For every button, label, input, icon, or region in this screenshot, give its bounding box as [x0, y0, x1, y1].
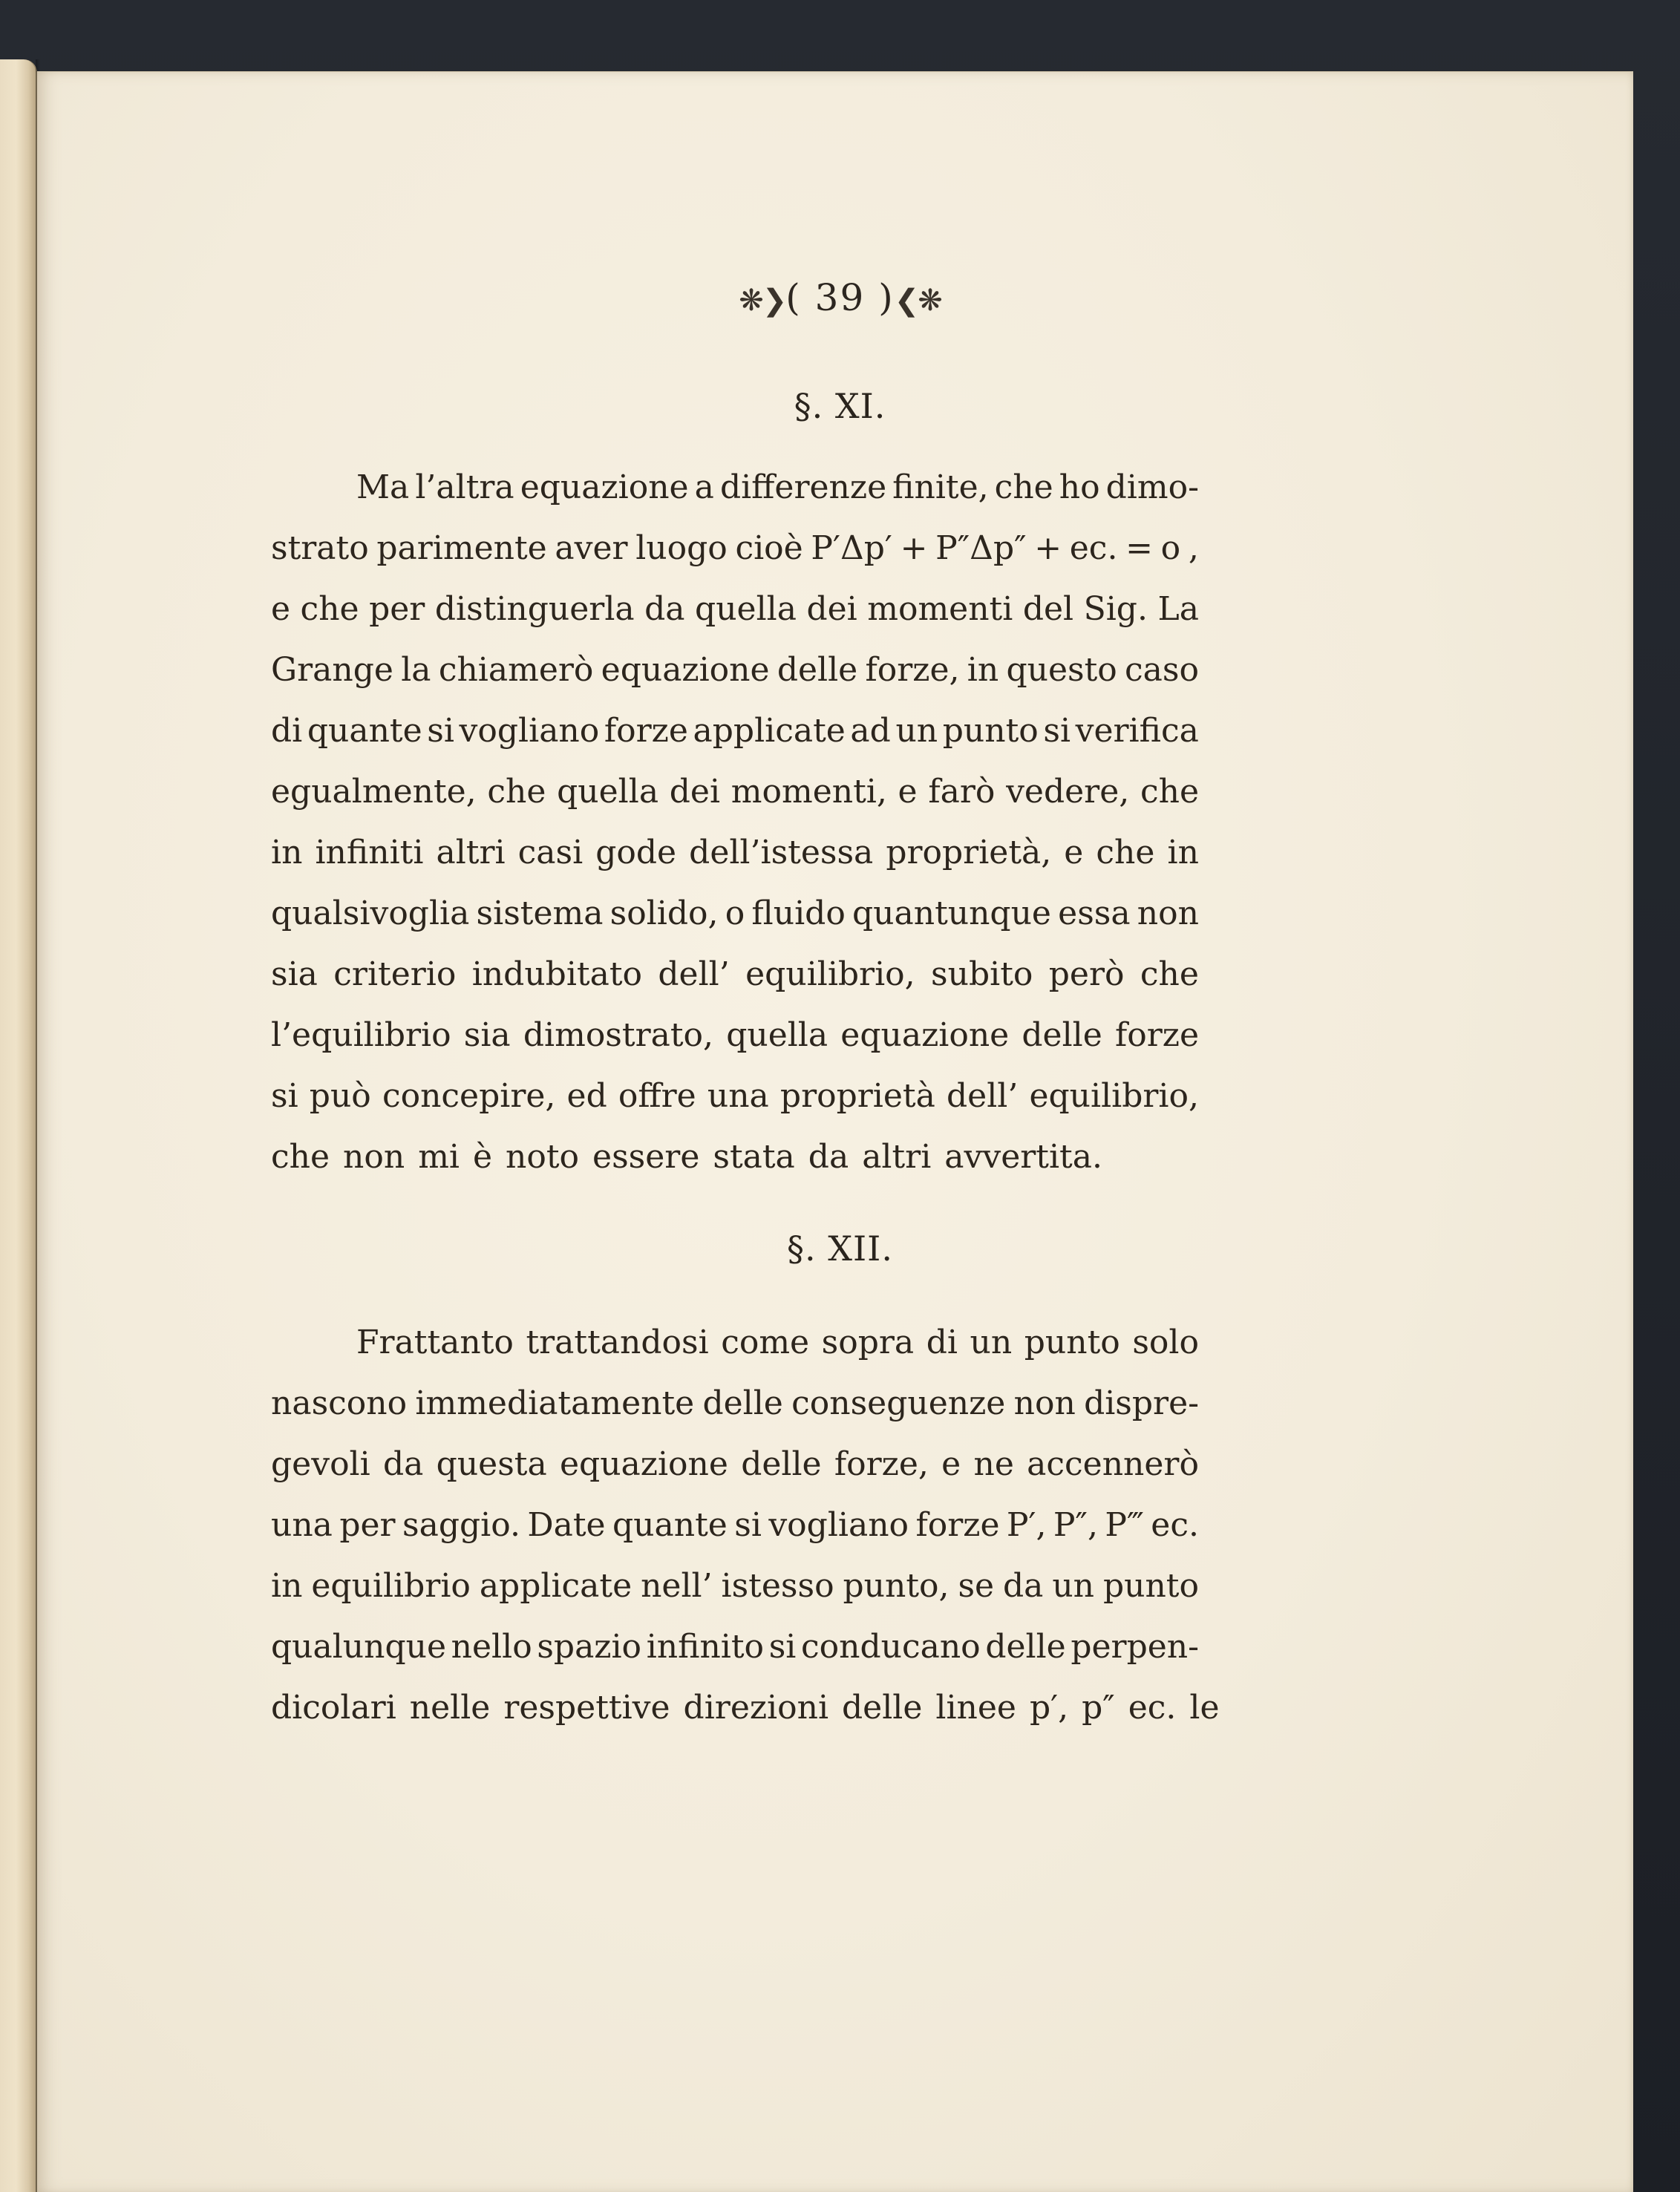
facing-page-edge: [0, 59, 37, 2192]
text-line: Grange la chiamerò equazione delle forze, in questo caso: [271, 651, 1199, 689]
text-line: strato parimente aver luogo cioè P′Δp′ + P″Δp″ + ec. = o ,: [271, 529, 1199, 567]
text-line: nascono immediatamente delle conseguenze non dispre-: [271, 1384, 1199, 1422]
text-line: si può concepire, ed offre una proprietà dell’ equilibrio,: [271, 1077, 1199, 1115]
paragraph-xi: [271, 457, 1199, 1188]
section-heading-xi: §. XI.: [794, 386, 886, 426]
page-header: [0, 276, 1680, 319]
text-line: e che per distinguerla da quella dei momenti del Sig. La: [271, 590, 1199, 628]
text-line: Frattanto trattandosi come sopra di un punto solo: [356, 1324, 1199, 1361]
text-line: una per saggio. Date quante si vogliano forze P′, P″, P‴ ec.: [271, 1506, 1199, 1544]
text-line: dicolari nelle respettive direzioni delle linee p′, p″ ec. le: [271, 1689, 1220, 1727]
text-line: qualsivoglia sistema solido, o fluido quantunque essa non: [271, 894, 1199, 932]
text-line: Ma l’altra equazione a differenze finite, che ho dimo-: [356, 468, 1199, 506]
section-heading-xii: §. XII.: [787, 1228, 893, 1269]
text-line: qualunque nello spazio infinito si conducano delle perpen-: [271, 1628, 1199, 1666]
text-line: egualmente, che quella dei momenti, e farò vedere, che: [271, 773, 1199, 811]
ornament-right-icon: ❮❋: [894, 284, 941, 318]
text-line: di quante si vogliano forze applicate ad un punto si verifica: [271, 712, 1199, 750]
text-line: che non mi è noto essere stata da altri avvertita.: [271, 1138, 1102, 1176]
text-line: gevoli da questa equazione delle forze, e ne accennerò: [271, 1445, 1199, 1483]
ornament-left-icon: ❋❯: [739, 284, 786, 318]
text-line: l’equilibrio sia dimostrato, quella equazione delle forze: [271, 1016, 1199, 1054]
text-line: sia criterio indubitato dell’ equilibrio, subito però che: [271, 955, 1199, 993]
text-line: in infiniti altri casi gode dell’istessa proprietà, e che in: [271, 834, 1199, 871]
page-number: ( 39 ): [785, 276, 895, 319]
text-line: in equilibrio applicate nell’ istesso punto, se da un punto: [271, 1567, 1199, 1605]
paragraph-xii: [271, 1312, 1220, 1738]
